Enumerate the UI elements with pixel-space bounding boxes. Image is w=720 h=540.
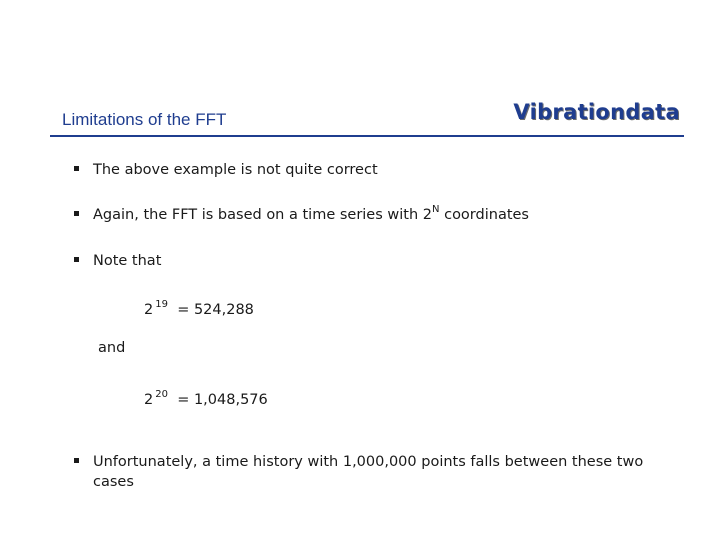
bullet-marker xyxy=(74,166,79,171)
exponent-n: N xyxy=(432,204,440,215)
equation-result: = 1,048,576 xyxy=(177,392,268,408)
bullet-text xyxy=(93,205,529,225)
bullet-text: The above example is not quite correct xyxy=(93,162,378,178)
bullet-marker xyxy=(74,257,79,262)
title-divider xyxy=(50,135,684,137)
bullet-text: Note that xyxy=(93,253,162,269)
bullet-text-before: Again, the FFT is based on a time series with 2 xyxy=(93,207,432,223)
equation-base: 2 xyxy=(144,302,154,318)
brand-logo: Vibrationdata xyxy=(513,100,680,124)
equation-2-pow-20 xyxy=(144,385,268,410)
connector-text: and xyxy=(98,340,126,356)
equation-base: 2 xyxy=(144,392,154,408)
bullet-marker xyxy=(74,458,79,463)
bullet-text: Unfortunately, a time history with 1,000,000 points falls between these two cases xyxy=(93,454,644,490)
equation-2-pow-19 xyxy=(144,295,254,320)
equation-exponent: 19 xyxy=(155,299,168,310)
slide-title: Limitations of the FFT xyxy=(62,110,227,129)
bullet-marker xyxy=(74,211,79,216)
equation-exponent: 20 xyxy=(155,389,168,400)
bullet-text-after: coordinates xyxy=(439,207,529,223)
equation-result: = 524,288 xyxy=(177,302,254,318)
